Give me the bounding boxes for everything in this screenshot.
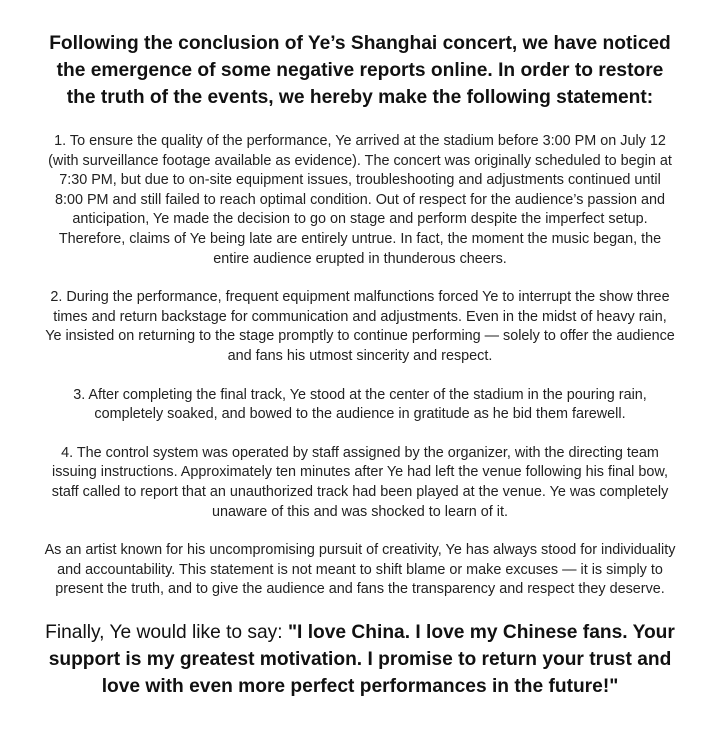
statement-paragraph-3: 3. After completing the final track, Ye stood at the center of the stadium in the pouring rain, completely soaked, and bowed to the audience in gratitude as he bid them farewell. (73, 386, 647, 423)
statement-paragraph-4: 4. The control system was operated by staff assigned by the organizer, with the directing team issuing instructions. Approximately ten minutes after Ye had left the venue following his final bow, staff called to report that an unauthorized track had been played at the venue. Ye was completely unaware of this and was shocked to learn of it. (51, 444, 669, 520)
statement-paragraph-2: 2. During the performance, frequent equipment malfunctions forced Ye to interrupt the show three times and return backstage for communication and adjustments. Even in the midst of heavy rain, Ye insisted on returning to the stage promptly to continue performing — solely to offer the audience and fans his utmost sincerity and respect. (45, 289, 675, 364)
closing-message (44, 619, 676, 700)
closing-lead: Finally, Ye would like to say: (45, 621, 288, 643)
statement-heading: Following the conclusion of Ye’s Shanghai concert, we have noticed the emergence of some negative reports online. In order to restore the truth of the events, we hereby make the following statement: (49, 33, 671, 108)
statement-paragraph-1: 1. To ensure the quality of the performance, Ye arrived at the stadium before 3:00 PM on July 12 (with surveillance footage available as evidence). The concert was originally scheduled to begin at 7:30 PM, but due to on-site equipment issues, troubleshooting and adjustments continued until 8:00 PM and still failed to reach optimal condition. Out of respect for the audience’s passion and anticipation, Ye made the decision to go on stage and perform despite the imperfect setup. Therefore, claims of Ye being late are entirely untrue. In fact, the moment the music began, the entire audience erupted in thunderous cheers. (48, 133, 672, 267)
statement-paragraph-5: As an artist known for his uncompromising pursuit of creativity, Ye has always stood for individuality and accountability. This statement is not meant to shift blame or make excuses — it is simply to present the truth, and to give the audience and fans the transparency and respect they deserve. (44, 542, 676, 598)
closing-quote: "I love China. I love my Chinese fans. Your support is my greatest motivation. I promise to return your trust and love with even more perfect performances in the future!" (48, 621, 675, 697)
